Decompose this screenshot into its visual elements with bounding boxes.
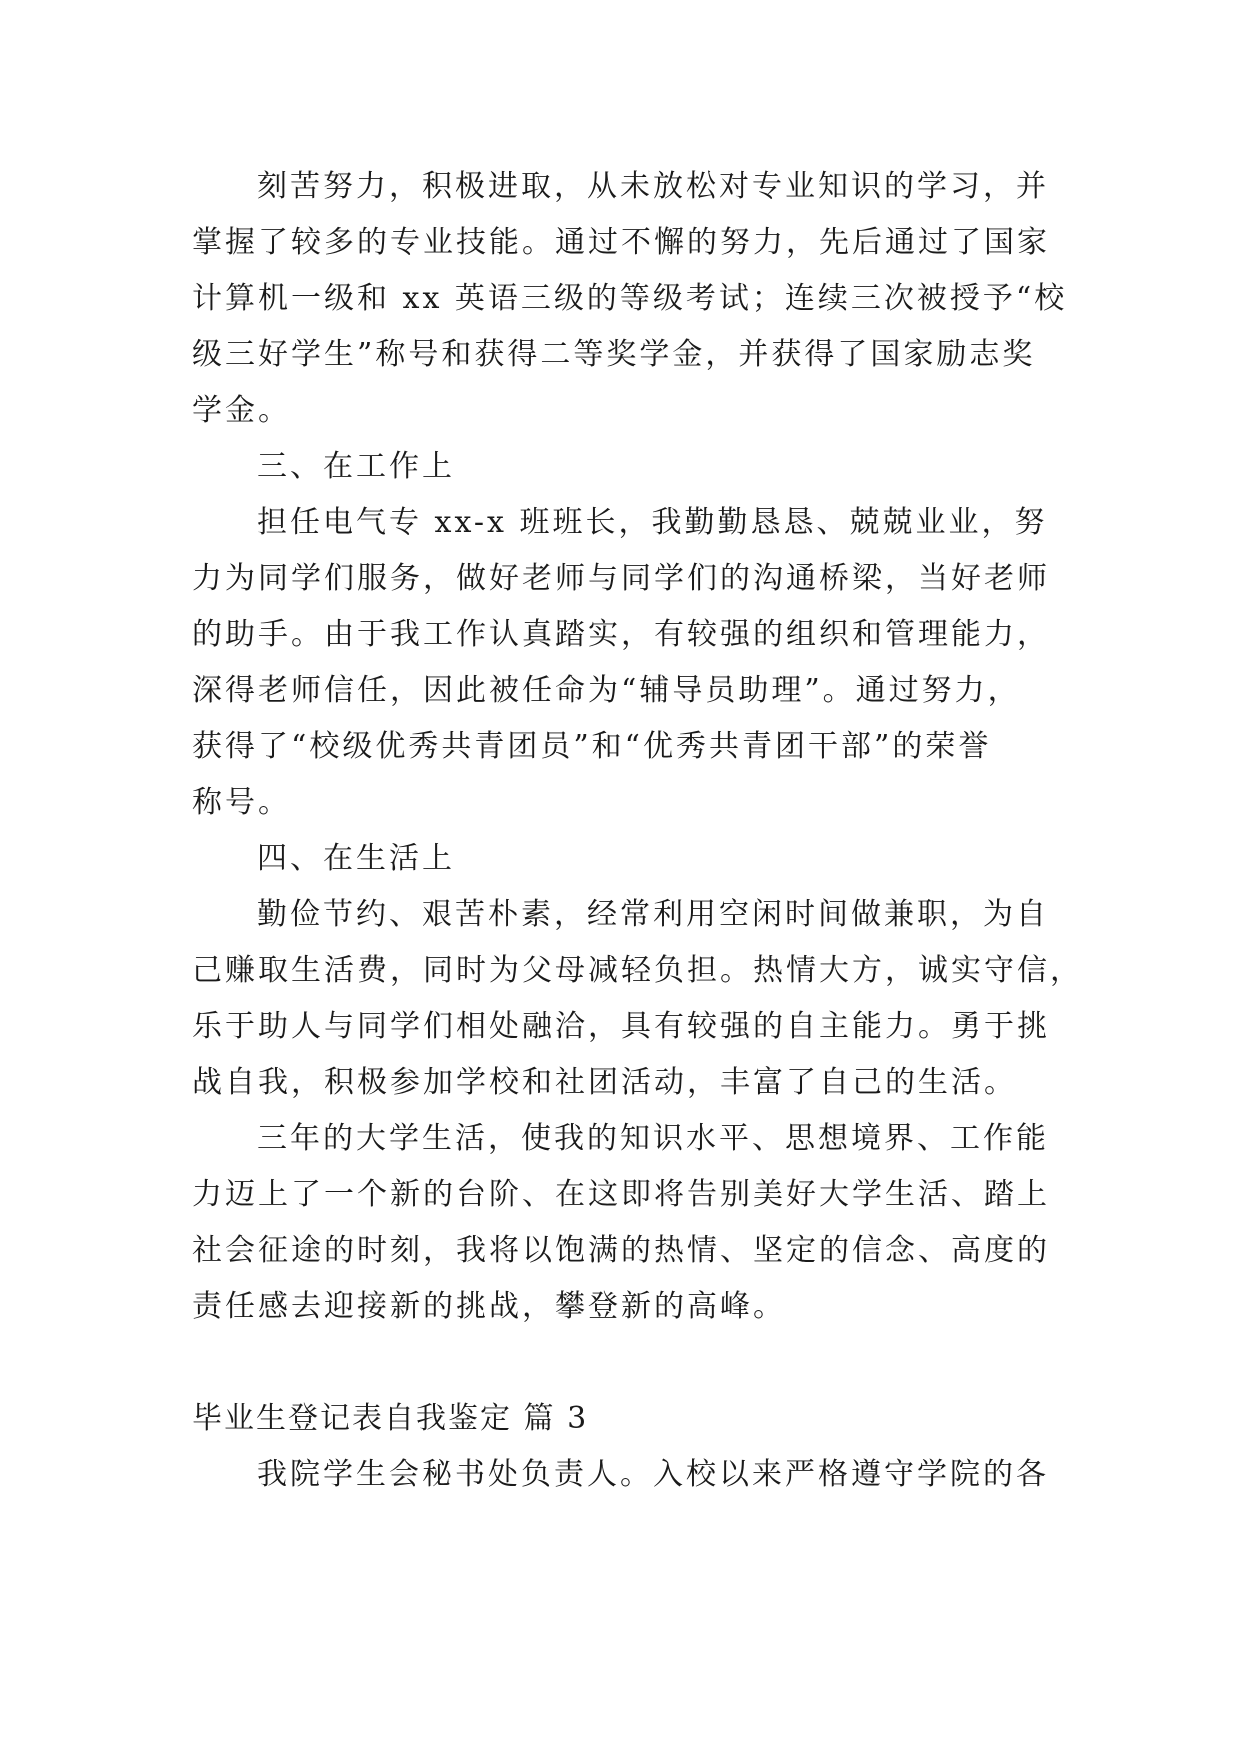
- paragraph-line: 我院学生会秘书处负责人。入校以来严格遵守学院的各: [257, 1457, 1049, 1492]
- paragraph-line: 深得老师信任，因此被任命为“辅导员助理”。通过努力，: [192, 673, 1021, 708]
- paragraph-line: 三年的大学生活，使我的知识水平、思想境界、工作能: [257, 1121, 1049, 1156]
- paragraph-line: 级三好学生”称号和获得二等奖学金，并获得了国家励志奖: [192, 337, 1036, 372]
- paragraph-line: 刻苦努力，积极进取，从未放松对专业知识的学习，并: [257, 169, 1049, 204]
- paragraph-line: 力为同学们服务，做好老师与同学们的沟通桥梁，当好老师: [192, 561, 1050, 596]
- article-heading: 毕业生登记表自我鉴定 篇 3: [192, 1401, 589, 1436]
- paragraph-line: 战自我，积极参加学校和社团活动，丰富了自己的生活。: [192, 1065, 1017, 1100]
- paragraph-line: 力迈上了一个新的台阶、在这即将告别美好大学生活、踏上: [192, 1177, 1050, 1212]
- paragraph-line: 担任电气专 xx-x 班班长，我勤勤恳恳、兢兢业业，努: [257, 505, 1048, 540]
- paragraph-line: 计算机一级和 xx 英语三级的等级考试；连续三次被授予“校: [192, 281, 1068, 316]
- paragraph-line: 社会征途的时刻，我将以饱满的热情、坚定的信念、高度的: [192, 1233, 1050, 1268]
- paragraph-line: 乐于助人与同学们相处融洽，具有较强的自主能力。勇于挑: [192, 1009, 1050, 1044]
- paragraph-line: 获得了“校级优秀共青团员”和“优秀共青团干部”的荣誉: [192, 729, 992, 764]
- paragraph-line: 学金。: [192, 393, 291, 428]
- paragraph-line: 勤俭节约、艰苦朴素，经常利用空闲时间做兼职，为自: [257, 897, 1049, 932]
- section-heading: 四、在生活上: [257, 841, 455, 876]
- section-heading: 三、在工作上: [257, 449, 455, 484]
- paragraph-line: 掌握了较多的专业技能。通过不懈的努力，先后通过了国家: [192, 225, 1050, 260]
- paragraph-line: 称号。: [192, 785, 291, 820]
- paragraph-line: 责任感去迎接新的挑战，攀登新的高峰。: [192, 1289, 786, 1324]
- paragraph-line: 己赚取生活费，同时为父母减轻负担。热情大方，诚实守信，: [192, 953, 1083, 988]
- paragraph-line: 的助手。由于我工作认真踏实，有较强的组织和管理能力，: [192, 617, 1050, 652]
